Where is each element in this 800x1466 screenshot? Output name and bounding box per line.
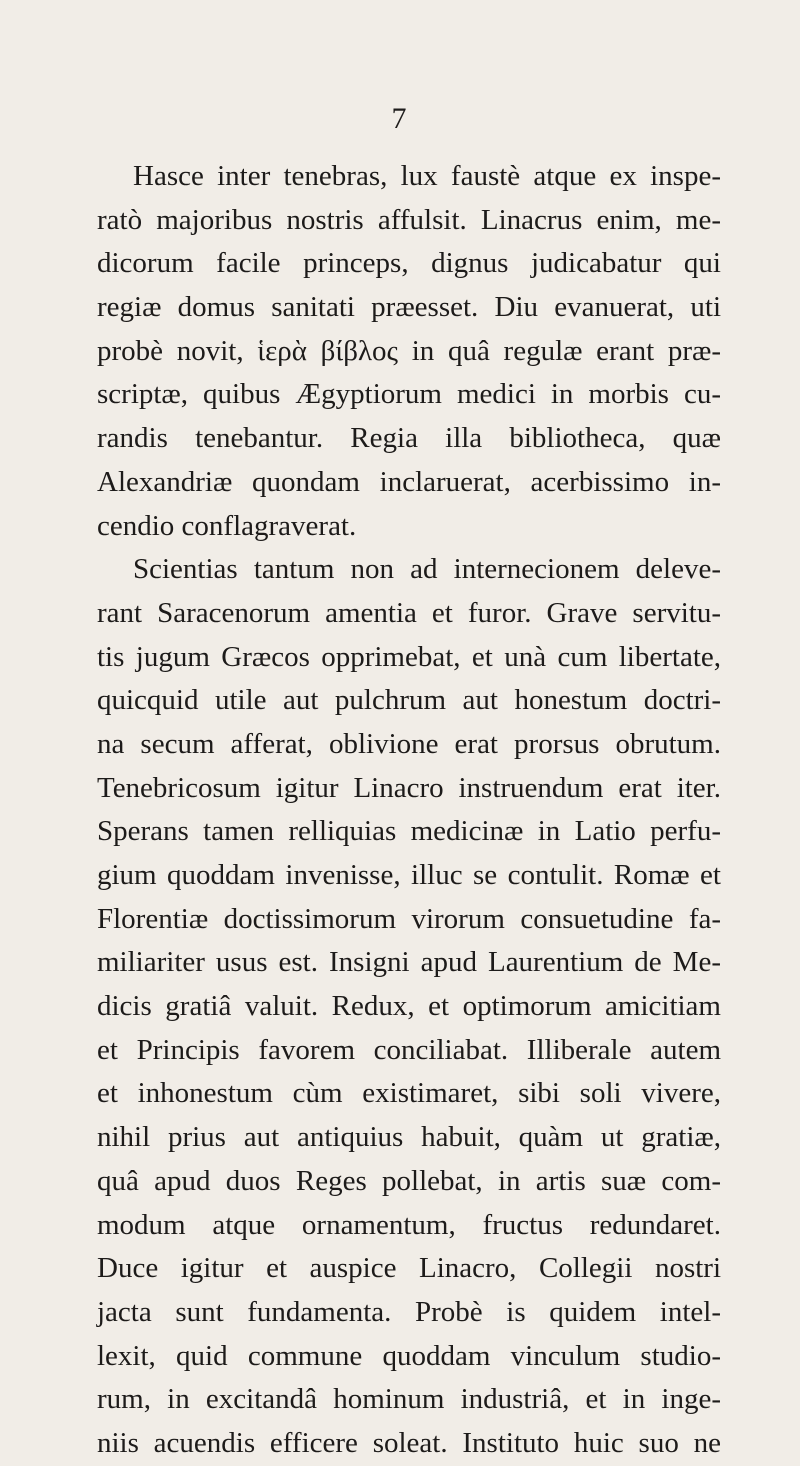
paragraph-2-line: gium quoddam invenisse, illuc se contulit. Romæ et	[97, 859, 721, 891]
paragraph-2-line: et inhonestum cùm existimaret, sibi soli vivere,	[97, 1077, 721, 1110]
page-number: 7	[391, 102, 407, 135]
paragraph-2-line: Sperans tamen relliquias medicinæ in Latio perfu-	[97, 815, 721, 848]
paragraph-1-line: probè novit, ἱερὰ βίβλος in quâ regulæ erant præ-	[97, 334, 721, 367]
paragraph-2-line: niis acuendis efficere soleat. Instituto huic suo ne	[97, 1426, 721, 1459]
paragraph-1-line: ratò majoribus nostris affulsit. Linacrus enim, me-	[97, 203, 721, 236]
paragraph-2-line: tis jugum Græcos opprimebat, et unà cum libertate,	[97, 640, 721, 673]
paragraph-2-line: na secum afferat, oblivione erat prorsus obrutum.	[97, 727, 721, 760]
paragraph-1-line: scriptæ, quibus Ægyptiorum medici in morbis cu-	[97, 378, 721, 411]
paragraph-2-line: Scientias tantum non ad internecionem deleve-	[133, 553, 721, 586]
paragraph-2-line: nihil prius aut antiquius habuit, quàm ut gratiæ,	[97, 1121, 721, 1154]
paragraph-1-line: dicorum facile princeps, dignus judicabatur qui	[97, 247, 721, 280]
paragraph-2-line: rant Saracenorum amentia et furor. Grave servitu-	[97, 596, 721, 629]
paragraph-1-line: cendio conflagraverat.	[97, 509, 357, 542]
paragraph-2-line: quicquid utile aut pulchrum aut honestum doctri-	[97, 684, 721, 717]
paragraph-2-line: modum atque ornamentum, fructus redundaret.	[97, 1208, 721, 1241]
paragraph-2-line: Tenebricosum igitur Linacro instruendum erat iter.	[97, 771, 721, 804]
paragraph-1-line: Hasce inter tenebras, lux faustè atque ex inspe-	[133, 160, 721, 192]
paragraph-2-line: rum, in excitandâ hominum industriâ, et in inge-	[97, 1383, 721, 1416]
paragraph-2-line: miliariter usus est. Insigni apud Laurentium de Me-	[97, 946, 721, 979]
paragraph-2-line: lexit, quid commune quoddam vinculum studio-	[97, 1339, 721, 1372]
paragraph-2-line: dicis gratiâ valuit. Redux, et optimorum amicitiam	[97, 990, 721, 1023]
paragraph-2-line: quâ apud duos Reges pollebat, in artis suæ com-	[97, 1164, 721, 1197]
paragraph-2-line: Florentiæ doctissimorum virorum consuetudine fa-	[97, 902, 721, 935]
body-text	[97, 155, 721, 1466]
paragraph-2-line: et Principis favorem conciliabat. Illiberale autem	[97, 1033, 721, 1066]
paragraph-2-line: Duce igitur et auspice Linacro, Collegii nostri	[97, 1252, 721, 1285]
paragraph-1-line: regiæ domus sanitati præesset. Diu evanuerat, uti	[97, 291, 721, 324]
paragraph-2-line: jacta sunt fundamenta. Probè is quidem intel-	[97, 1295, 721, 1328]
paragraph-1-line: Alexandriæ quondam inclaruerat, acerbissimo in-	[97, 465, 721, 498]
paragraph-1-line: randis tenebantur. Regia illa bibliotheca, quæ	[97, 422, 721, 455]
